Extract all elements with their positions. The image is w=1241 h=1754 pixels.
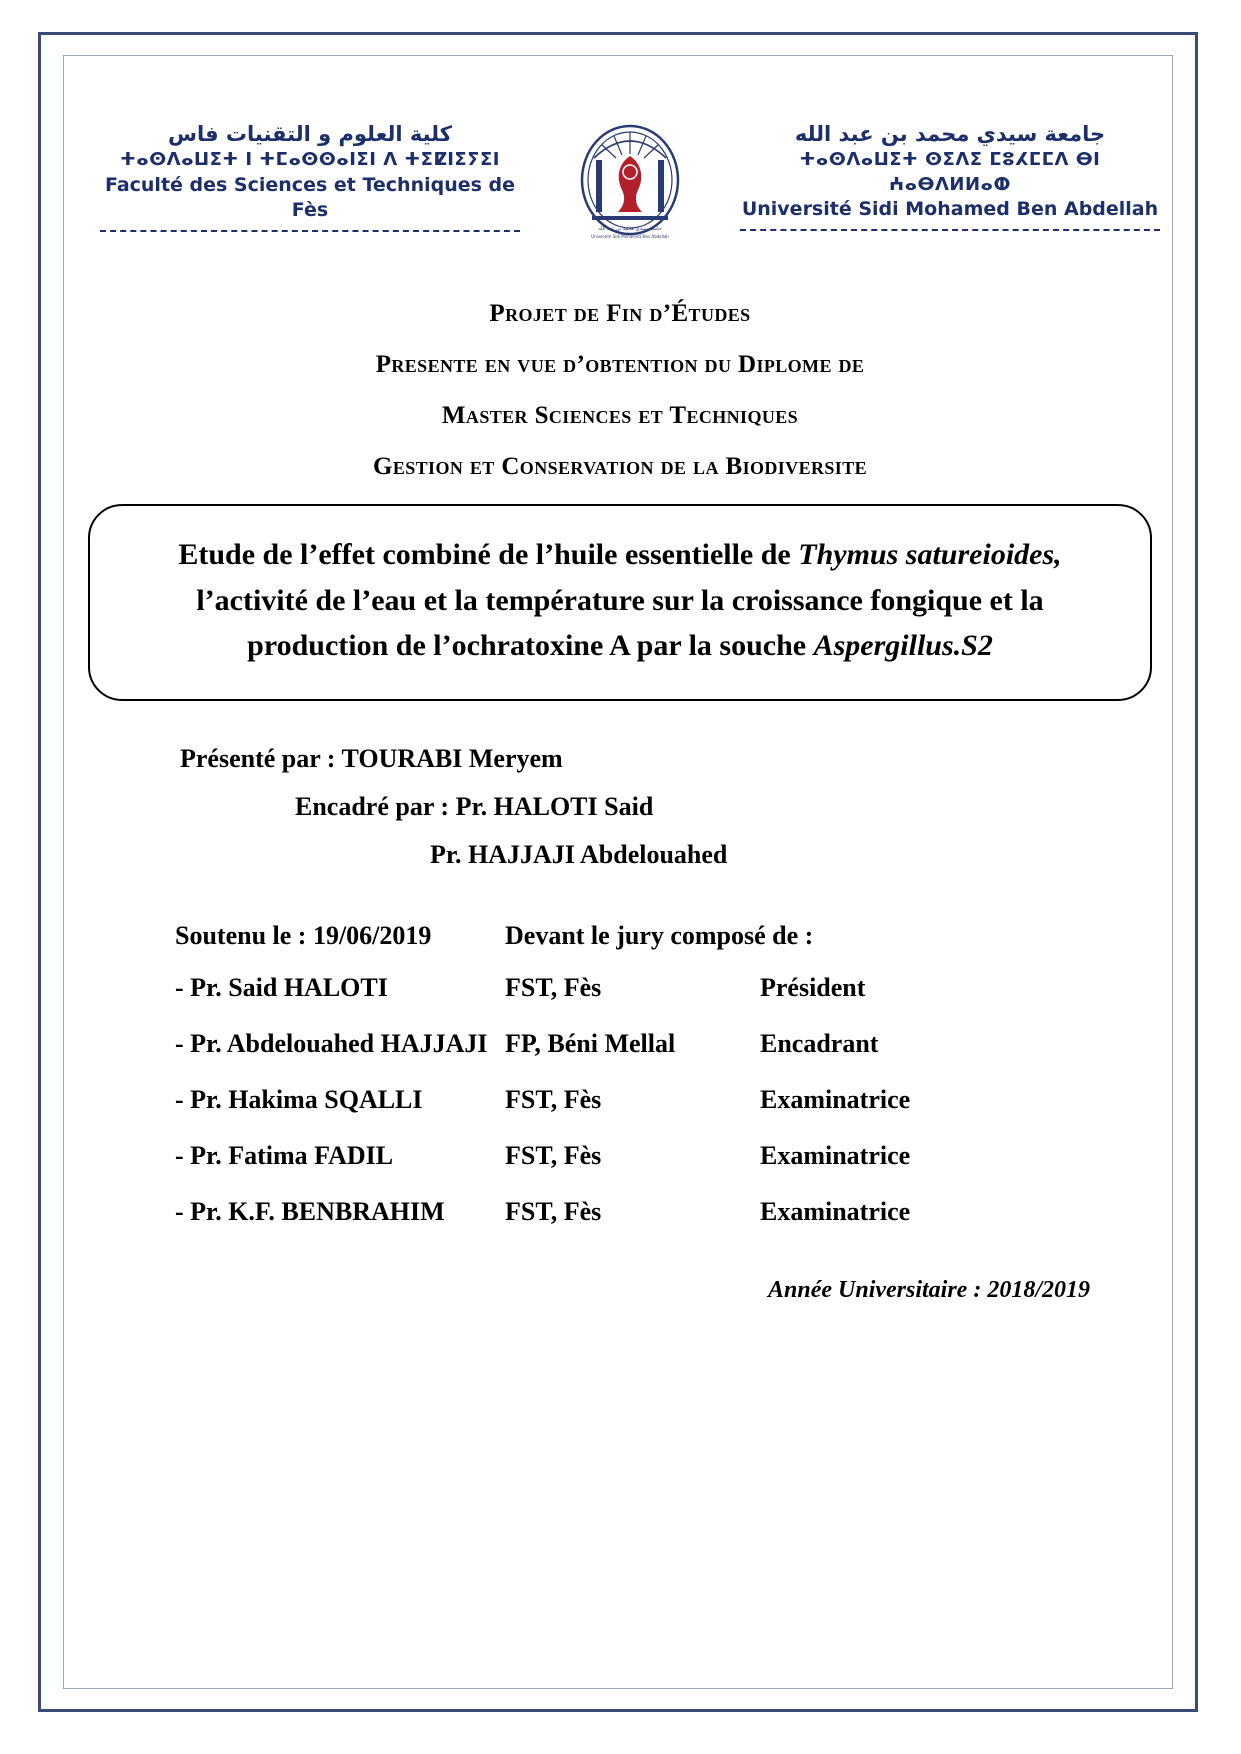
table-row bbox=[175, 973, 1170, 1003]
jury-member-affiliation: FST, Fès bbox=[505, 1085, 602, 1115]
supervisor-second: Pr. HAJJAJI Abdelouahed bbox=[430, 839, 728, 869]
faculty-name-arabic: كلية العلوم و التقنيات فاس bbox=[168, 122, 452, 146]
heading-purpose: Presente en vue d’obtention du Diplome de bbox=[375, 351, 865, 378]
university-seal-logo bbox=[574, 120, 686, 248]
title-line2-part2: l’activité de l’eau et la température sur la bbox=[196, 583, 725, 617]
title-line4-part1: la souche bbox=[688, 629, 814, 663]
faculty-identity-block bbox=[100, 120, 520, 232]
jury-member-role: Encadrant bbox=[760, 1029, 879, 1059]
thesis-title bbox=[124, 532, 1116, 669]
header-divider-right bbox=[740, 229, 1160, 231]
heading-degree: Master Sciences et Techniques bbox=[441, 402, 799, 429]
cover-page-content bbox=[70, 70, 1170, 1680]
jury-member-affiliation: FP, Béni Mellal bbox=[505, 1029, 676, 1059]
table-row bbox=[175, 1029, 1170, 1059]
jury-member-affiliation: FST, Fès bbox=[505, 1197, 602, 1227]
heading-specialty: Gestion et Conservation de la Biodiversite bbox=[372, 453, 868, 480]
thesis-title-box bbox=[88, 504, 1152, 701]
university-identity-block bbox=[740, 120, 1160, 231]
jury-header-row bbox=[70, 921, 1170, 951]
university-name-french: Université Sidi Mohamed Ben Abdellah bbox=[741, 197, 1159, 220]
title-line3: croissance fongique et la production de l’ochratoxine A par bbox=[247, 583, 1044, 663]
jury-member-affiliation: FST, Fès bbox=[505, 1141, 602, 1171]
university-name-arabic: جامعة سيدي محمد بن عبد الله bbox=[794, 122, 1106, 146]
jury-label: Devant le jury composé de : bbox=[505, 921, 814, 951]
jury-member-role: Examinatrice bbox=[760, 1197, 911, 1227]
author-block bbox=[70, 735, 1170, 879]
defense-date: Soutenu le : 19/06/2019 bbox=[175, 921, 432, 951]
jury-member-name: - Pr. Fatima FADIL bbox=[175, 1141, 394, 1171]
title-line2-italic: satureioides, bbox=[905, 538, 1062, 571]
jury-member-name: - Pr. Abdelouahed HAJJAJI bbox=[175, 1029, 488, 1059]
jury-members-table bbox=[70, 973, 1170, 1227]
document-header bbox=[70, 70, 1170, 248]
faculty-name-french: Faculté des Sciences et Techniques de Fès bbox=[104, 173, 516, 222]
svg-text:جامعة سيدي محمد بن عبد الله: جامعة سيدي محمد بن عبد الله bbox=[598, 226, 662, 232]
jury-member-role: Examinatrice bbox=[760, 1085, 911, 1115]
academic-year: Année Universitaire : 2018/2019 bbox=[768, 1277, 1090, 1304]
title-line1-italic: Thymus bbox=[798, 538, 899, 571]
title-line1-part1: Etude de l’effet combiné de l’huile essentielle de bbox=[178, 538, 799, 571]
faculty-name-tifinagh: ⵜⴰⵙⴷⴰⵡⵉⵜ ⵏ ⵜⵎⴰⵙⵙⴰⵏⵉⵏ ⴷ ⵜⵉⵇⵏⵉⵢⵉⵏ bbox=[119, 149, 501, 171]
heading-project-type: Projet de Fin d’Études bbox=[489, 300, 751, 327]
svg-text:Université Sidi Mohamed Ben Ab: Université Sidi Mohamed Ben Abdellah bbox=[591, 234, 669, 239]
jury-member-role: Examinatrice bbox=[760, 1141, 911, 1171]
jury-member-name: - Pr. Hakima SQALLI bbox=[175, 1085, 423, 1115]
jury-member-role: Président bbox=[760, 973, 866, 1003]
table-row bbox=[175, 1141, 1170, 1171]
jury-member-name: - Pr. Said HALOTI bbox=[175, 973, 388, 1003]
presented-by: Présenté par : TOURABI Meryem bbox=[180, 743, 563, 773]
table-row bbox=[175, 1085, 1170, 1115]
university-name-tifinagh: ⵜⴰⵙⴷⴰⵡⵉⵜ ⵙⵉⴷⵉ ⵎⵓⵃⵎⵎⴷ ⴱⵏ ⵄⴰⴱⴷⵍⵍⴰⵀ bbox=[799, 149, 1101, 195]
supervised-by: Encadré par : Pr. HALOTI Said bbox=[295, 791, 654, 821]
header-divider-left bbox=[100, 230, 520, 232]
jury-member-affiliation: FST, Fès bbox=[505, 973, 602, 1003]
degree-headings bbox=[70, 300, 1170, 481]
title-line4-italic: Aspergillus.S2 bbox=[813, 629, 993, 663]
jury-member-name: - Pr. K.F. BENBRAHIM bbox=[175, 1197, 445, 1227]
table-row bbox=[175, 1197, 1170, 1227]
